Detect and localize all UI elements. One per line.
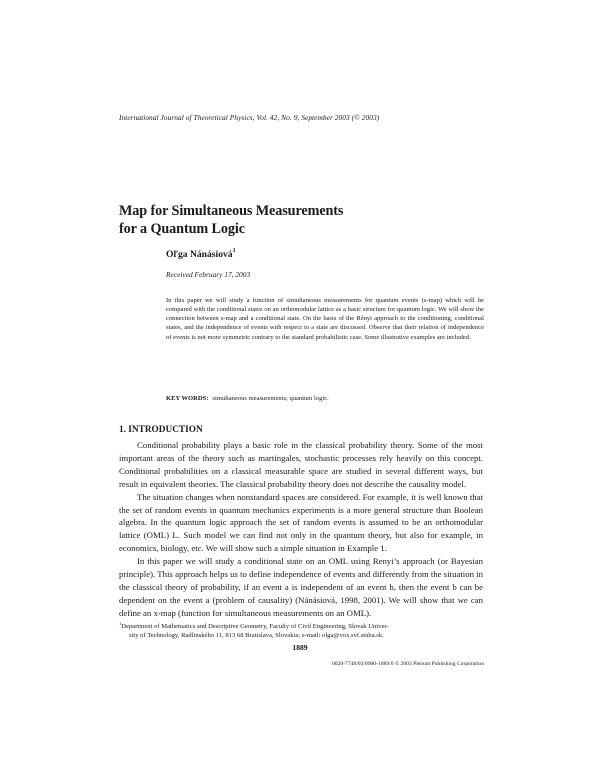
- keywords-label: KEY WORDS:: [166, 395, 209, 402]
- footnote-line-2: sity of Technology, Radlinského 11, 813 68 Bratislava, Slovakia; e-mail: olga@vox.svf.stuba.sk.: [129, 632, 384, 640]
- footnote-line-1: Department of Mathematics and Descriptive Geometry, Faculty of Civil Engineering, Slovak Univer-: [121, 623, 389, 631]
- footnote-mark: 1: [119, 621, 122, 626]
- title-line-1: Map for Simultaneous Measurements: [119, 203, 344, 219]
- paragraph-3: In this paper we will study a conditional state on an OML using Renyi’s approach (or Bayesian principle). This approach helps us to define independence of events and differently from the situation in the classical theory of probability, if an event a is independent of an event b, then the event b can be dependent on the event a (problem of causality) (Nánásiová, 1998, 2001). We will show that we can define an x-map (function for simultaneous measurements on an OML).: [119, 556, 483, 618]
- author-line: [166, 249, 236, 260]
- paragraph-1: Conditional probability plays a basic role in the classical probability theory. Some of the most important areas of the theory such as martingales, stochastic processes rely heavily on this concept. Conditional probabilities on a classical measurable space are studied in several different ways, but result in equivalent theories. The classical probability theory does not describe the causality model.: [119, 440, 483, 489]
- page-number: 1889: [292, 643, 308, 652]
- abstract-text: In this paper we will study a function of simultaneous measurements for quantum events (s-map) which will be compared with the conditional states on an orthomodular lattice as a basic structure for quantum logic. We will show the connection between s-map and a conditional state. On the basis of the Rényi approach to the conditioning, conditional states, and the independence of events with respect to a state are discussed. Observe that their relation of independence of events is not more symmetric contrary to the standard probabilistic case. Some illustrative examples are included.: [166, 297, 484, 341]
- body-text: [119, 439, 483, 620]
- copyright-line: 0020-7748/03/0900-1889/0 © 2003 Plenum Publishing Corporation: [331, 661, 484, 667]
- abstract: [166, 296, 484, 342]
- paragraph-2: The situation changes when nonstandard spaces are considered. For example, it is well known that the set of random events in quantum mechanics experiments is a more general structure than Boolean algebra. In the quantum logic approach the set of random events is assumed to be an orthomodular lattice (OML) L. Such model we can find not only in the quantum theory, but also for example, in economics, biology, etc. We will show such a simple situation in Example 1.: [119, 491, 483, 554]
- author-name: Oľga Nánásiová: [166, 249, 233, 261]
- keywords-value: simultaneous measurements; quantum logic.: [212, 395, 329, 402]
- author-footnote-mark: 1: [232, 248, 236, 254]
- title-line-2: for a Quantum Logic: [119, 220, 245, 237]
- section-heading: 1. INTRODUCTION: [119, 425, 203, 435]
- paper-title: [119, 203, 479, 238]
- footnote: [119, 619, 483, 641]
- received-date: Received February 17, 2003: [166, 270, 251, 279]
- journal-header: International Journal of Theoretical Physics, Vol. 42, No. 9, September 2003 (© 2003): [119, 113, 380, 122]
- keywords: [166, 395, 484, 402]
